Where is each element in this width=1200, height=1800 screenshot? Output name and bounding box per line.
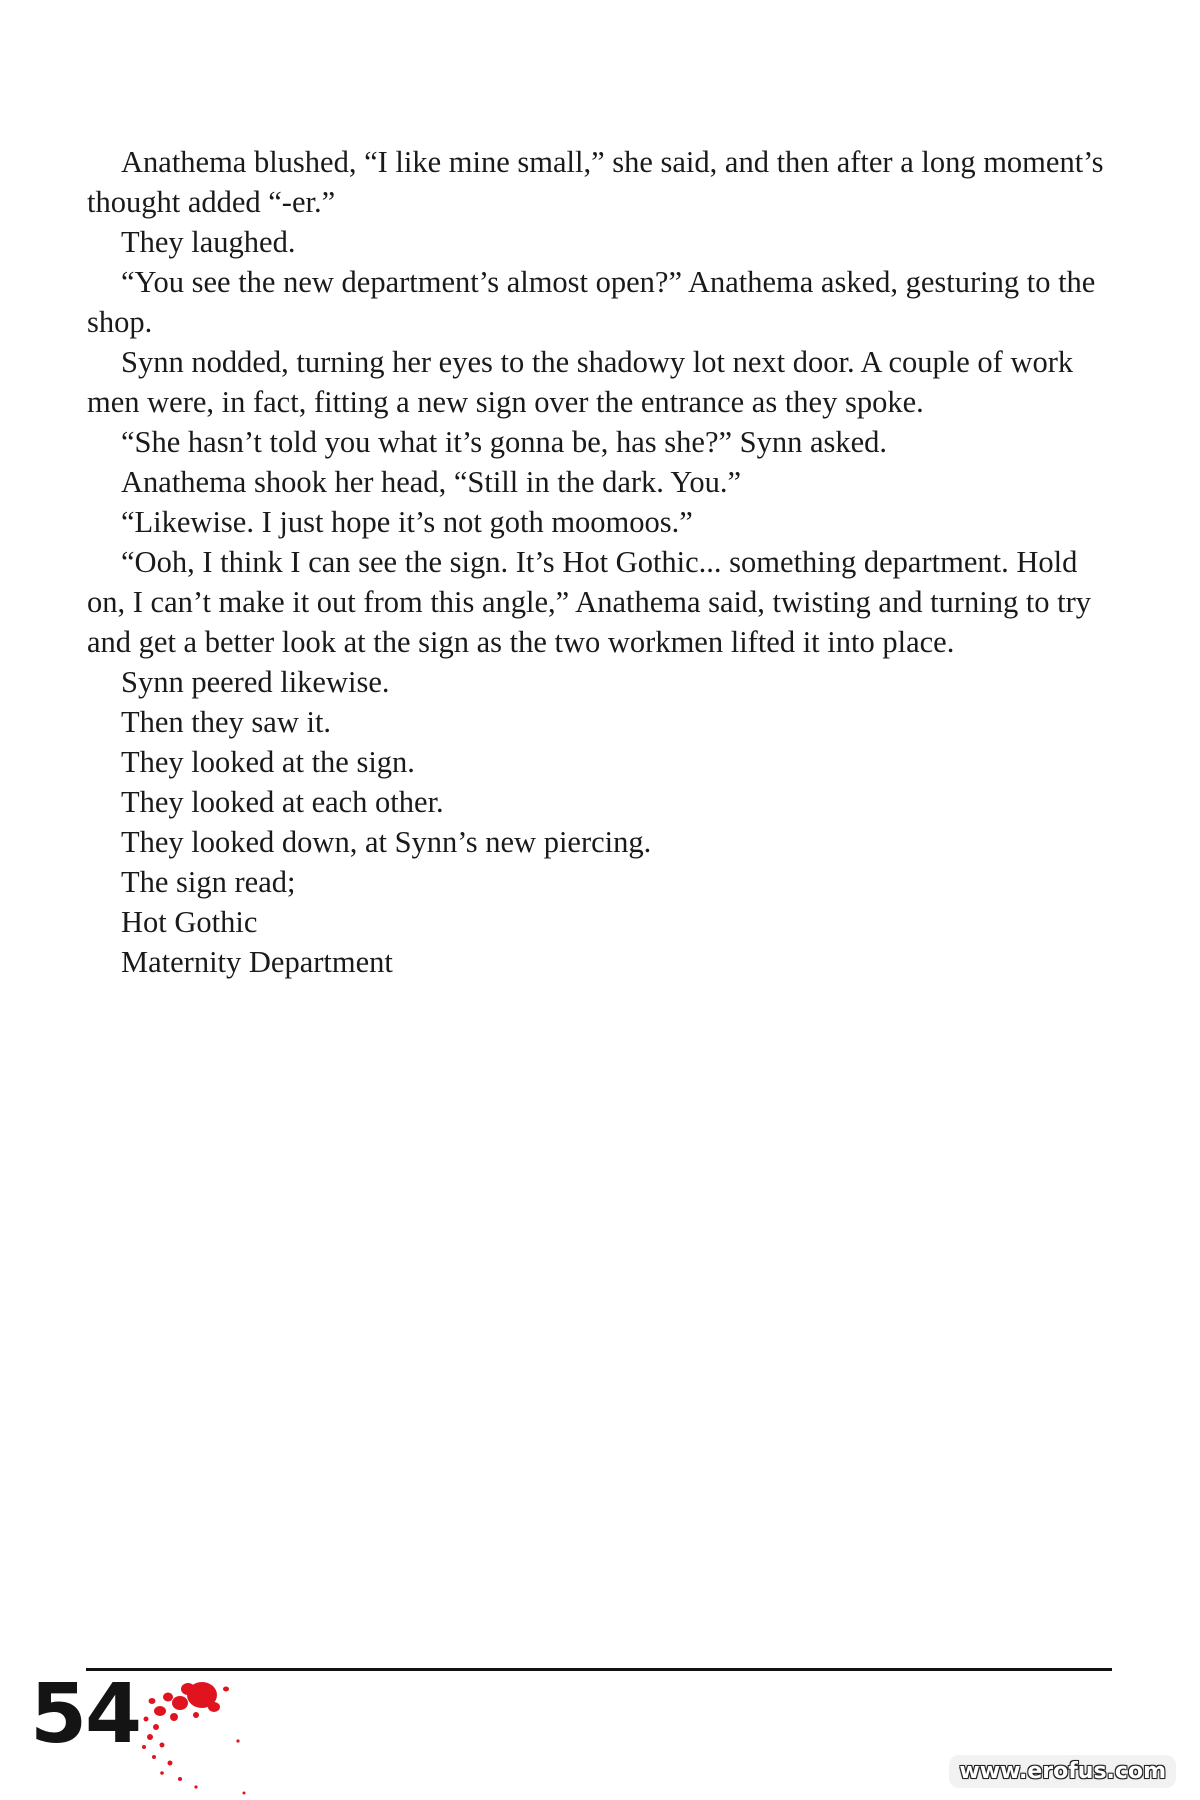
footer-rule bbox=[86, 1668, 1112, 1671]
blood-splatter-icon bbox=[140, 1675, 300, 1800]
paragraph: Maternity Department bbox=[121, 945, 393, 979]
paragraph: Hot Gothic bbox=[121, 905, 258, 939]
paragraph: “She hasn’t told you what it’s gonna be, has she?” Synn asked. bbox=[121, 425, 888, 459]
paragraph: “You see the new department’s almost open?” Anathema asked, gesturing to the shop. bbox=[87, 265, 1096, 339]
paragraph: The sign read; bbox=[121, 865, 296, 899]
paragraph: Then they saw it. bbox=[121, 705, 332, 739]
watermark: www.erofus.com bbox=[949, 1755, 1176, 1788]
page-number: 54 bbox=[30, 1667, 141, 1762]
paragraph: Anathema shook her head, “Still in the dark. You.” bbox=[121, 465, 742, 499]
paragraph: “Ooh, I think I can see the sign. It’s Hot Gothic... something department. Hold on, I can’t make it out from this angle,” Anathema said, twisting and turning to try and get a better look at the sign as the two workmen lifted it into place. bbox=[87, 545, 1092, 659]
paragraph: They looked down, at Synn’s new piercing. bbox=[121, 825, 652, 859]
paragraph: They laughed. bbox=[121, 225, 296, 259]
paragraph: Anathema blushed, “I like mine small,” she said, and then after a long moment’s thought added “-er.” bbox=[87, 145, 1104, 219]
paragraph: “Likewise. I just hope it’s not goth moomoos.” bbox=[121, 505, 693, 539]
paragraph: Synn nodded, turning her eyes to the shadowy lot next door. A couple of work men were, in fact, fitting a new sign over the entrance as they spoke. bbox=[87, 345, 1074, 419]
paragraph: They looked at each other. bbox=[121, 785, 444, 819]
body-text bbox=[87, 142, 1117, 982]
paragraph: Synn peered likewise. bbox=[121, 665, 390, 699]
paragraph: They looked at the sign. bbox=[121, 745, 415, 779]
